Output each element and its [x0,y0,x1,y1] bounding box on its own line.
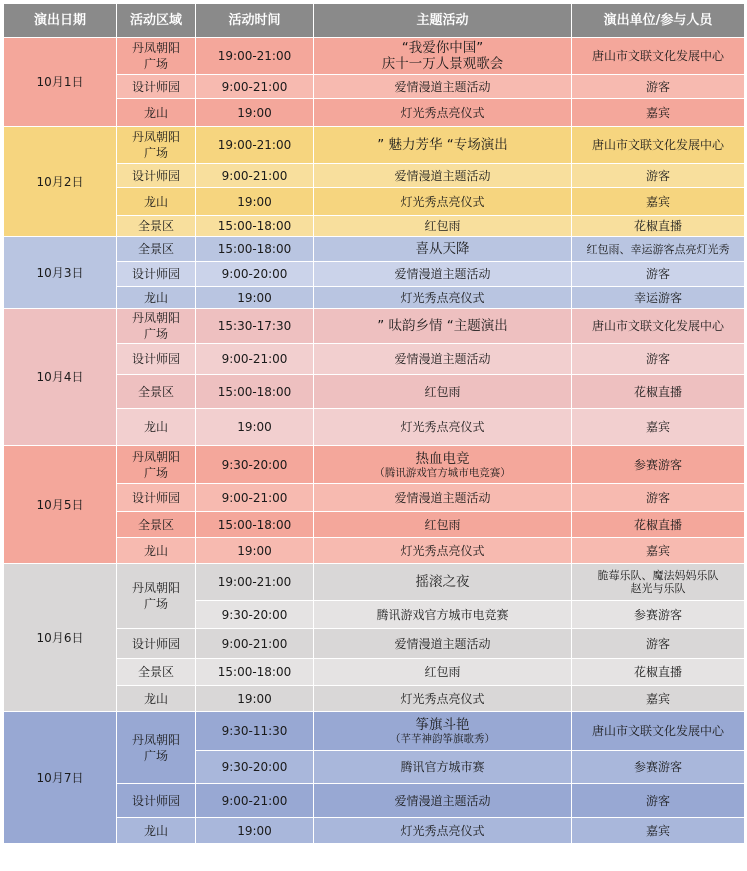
table-row [4,446,745,484]
time-cell: 9:00-21:00 [196,484,314,512]
theme-cell [314,751,572,784]
theme-title: 爱情漫道主题活动 [394,490,491,505]
theme-cell [314,344,572,375]
area-label: 全景区 [137,517,174,532]
date-cell: 10月2日 [4,127,117,237]
area-cell [117,75,196,99]
theme-subtitle: （芊芊神韵筝旗歌秀） [390,733,495,745]
theme-title: 爱情漫道主题活动 [394,636,491,651]
unit-cell: 游客 [572,484,745,512]
header-row [4,4,745,38]
theme-title: 灯光秀点亮仪式 [400,290,485,305]
theme-title: 爱情漫道主题活动 [394,793,491,808]
area-label: 丹凤朝阳 广场 [131,732,180,763]
area-cell [117,659,196,686]
schedule-container [3,3,745,844]
area-label: 龙山 [143,823,168,838]
area-label: 全景区 [137,219,174,233]
area-cell [117,375,196,409]
time-cell: 9:30-11:30 [196,712,314,751]
time-cell: 9:00-20:00 [196,262,314,287]
theme-title: 筝旗斗艳 [415,717,470,733]
area-label: 丹凤朝阳 广场 [131,449,180,480]
unit-cell: 唐山市文联文化发展中心 [572,309,745,344]
theme-cell [314,659,572,686]
area-label: 龙山 [143,543,168,558]
theme-cell [314,512,572,538]
time-cell: 15:00-18:00 [196,659,314,686]
theme-title: 灯光秀点亮仪式 [400,823,485,838]
time-cell: 9:30-20:00 [196,446,314,484]
area-label: 设计师园 [131,168,180,183]
time-cell: 15:30-17:30 [196,309,314,344]
area-cell [117,164,196,188]
theme-title: 灯光秀点亮仪式 [400,194,485,209]
unit-cell: 参赛游客 [572,751,745,784]
date-cell: 10月6日 [4,564,117,712]
header-unit: 演出单位/参与人员 [572,4,745,38]
time-cell: 15:00-18:00 [196,512,314,538]
theme-cell [314,784,572,818]
theme-cell [314,99,572,127]
time-cell: 15:00-18:00 [196,216,314,237]
theme-subtitle: （腾讯游戏官方城市电竞赛） [374,466,511,479]
time-cell: 19:00 [196,686,314,712]
area-label: 丹凤朝阳 广场 [131,130,180,160]
theme-title: 爱情漫道主题活动 [394,352,491,366]
time-cell: 9:00-21:00 [196,344,314,375]
header-date: 演出日期 [4,4,117,38]
area-cell [117,287,196,309]
theme-cell [314,818,572,844]
unit-cell: 游客 [572,784,745,818]
area-cell [117,237,196,262]
unit-cell: 唐山市文联文化发展中心 [572,38,745,75]
theme-cell [314,75,572,99]
theme-title: 红包雨 [424,384,461,399]
time-cell: 19:00 [196,188,314,216]
area-cell [117,38,196,75]
theme-cell [314,287,572,309]
theme-title: 灯光秀点亮仪式 [400,105,485,120]
date-cell: 10月4日 [4,309,117,446]
header-theme: 主题活动 [314,4,572,38]
area-cell [117,784,196,818]
area-label: 全景区 [137,665,174,679]
unit-cell: 唐山市文联文化发展中心 [572,127,745,164]
area-cell [117,188,196,216]
theme-title: 红包雨 [424,665,461,679]
theme-cell [314,629,572,659]
area-label: 龙山 [143,290,168,305]
theme-title: 爱情漫道主题活动 [394,267,491,281]
unit-cell: 嘉宾 [572,99,745,127]
area-cell [117,484,196,512]
table-row [4,309,745,344]
theme-title: 腾讯官方城市赛 [400,760,485,774]
time-cell: 19:00 [196,818,314,844]
table-row [4,712,745,751]
unit-cell: 游客 [572,262,745,287]
theme-title: 红包雨 [424,219,461,233]
unit-cell: 嘉宾 [572,686,745,712]
theme-cell [314,446,572,484]
area-cell [117,712,196,784]
unit-cell: 花椒直播 [572,512,745,538]
date-cell: 10月5日 [4,446,117,564]
area-cell [117,99,196,127]
schedule-table [3,3,745,844]
area-label: 设计师园 [131,352,180,366]
time-cell: 9:30-20:00 [196,601,314,629]
area-cell [117,629,196,659]
area-label: 设计师园 [131,79,180,94]
time-cell: 19:00 [196,287,314,309]
date-cell: 10月1日 [4,38,117,127]
theme-title: ” 呔韵乡情 “主题演出 [377,318,508,334]
theme-title: 灯光秀点亮仪式 [400,691,485,706]
area-cell [117,564,196,629]
unit-cell: 唐山市文联文化发展中心 [572,712,745,751]
time-cell: 15:00-18:00 [196,237,314,262]
area-label: 龙山 [143,691,168,706]
table-row [4,127,745,164]
area-label: 设计师园 [131,636,180,651]
theme-title: 摇滚之夜 [415,574,470,590]
unit-cell: 嘉宾 [572,818,745,844]
time-cell: 15:00-18:00 [196,375,314,409]
area-cell [117,818,196,844]
time-cell: 9:30-20:00 [196,751,314,784]
area-label: 全景区 [137,242,174,256]
theme-title: ” 魅力芳华 “专场演出 [377,137,508,153]
area-label: 全景区 [137,384,174,399]
area-label: 设计师园 [131,267,180,281]
unit-cell: 游客 [572,164,745,188]
area-cell [117,686,196,712]
area-label: 设计师园 [131,793,180,808]
theme-cell [314,538,572,564]
area-label: 龙山 [143,105,168,120]
unit-cell: 花椒直播 [572,375,745,409]
theme-cell [314,164,572,188]
area-label: 丹凤朝阳 广场 [131,41,180,71]
theme-title: 灯光秀点亮仪式 [400,543,485,558]
area-cell [117,127,196,164]
area-label: 龙山 [143,194,168,209]
unit-cell: 幸运游客 [572,287,745,309]
unit-cell: 红包雨、幸运游客点亮灯光秀 [572,237,745,262]
time-cell: 9:00-21:00 [196,784,314,818]
area-cell [117,262,196,287]
area-cell [117,216,196,237]
theme-cell [314,38,572,75]
time-cell: 19:00 [196,99,314,127]
area-cell [117,344,196,375]
theme-title: 爱情漫道主题活动 [394,168,491,183]
area-cell [117,512,196,538]
date-cell: 10月3日 [4,237,117,309]
date-cell: 10月7日 [4,712,117,844]
area-cell [117,409,196,446]
time-cell: 9:00-21:00 [196,164,314,188]
unit-cell: 游客 [572,344,745,375]
header-area: 活动区域 [117,4,196,38]
table-row [4,564,745,601]
theme-cell [314,188,572,216]
theme-cell [314,686,572,712]
header-time: 活动时间 [196,4,314,38]
table-row [4,38,745,75]
unit-cell: 参赛游客 [572,446,745,484]
theme-cell [314,564,572,601]
schedule-body [4,38,745,844]
time-cell: 9:00-21:00 [196,75,314,99]
theme-title: 红包雨 [424,517,461,532]
time-cell: 19:00 [196,409,314,446]
theme-cell [314,484,572,512]
theme-cell [314,237,572,262]
theme-cell [314,375,572,409]
time-cell: 19:00-21:00 [196,127,314,164]
area-cell [117,538,196,564]
time-cell: 19:00-21:00 [196,564,314,601]
theme-title: 灯光秀点亮仪式 [400,420,485,434]
unit-cell: 游客 [572,629,745,659]
unit-cell: 嘉宾 [572,409,745,446]
unit-cell: 游客 [572,75,745,99]
unit-cell: 嘉宾 [572,538,745,564]
theme-cell [314,409,572,446]
unit-cell: 花椒直播 [572,216,745,237]
unit-cell: 花椒直播 [572,659,745,686]
time-cell: 9:00-21:00 [196,629,314,659]
theme-title: 腾讯游戏官方城市电竞赛 [376,607,509,622]
theme-title: “我爱你中国” 庆十一万人景观歌会 [381,40,504,72]
area-cell [117,446,196,484]
theme-cell [314,262,572,287]
theme-title: 爱情漫道主题活动 [394,79,491,94]
area-label: 龙山 [143,420,168,434]
area-label: 设计师园 [131,490,180,505]
unit-cell: 脆莓乐队、魔法妈妈乐队 赵光与乐队 [572,564,745,601]
area-cell [117,309,196,344]
theme-cell [314,309,572,344]
theme-cell [314,216,572,237]
theme-cell [314,601,572,629]
theme-cell [314,712,572,751]
theme-title: 热血电竞 [415,450,470,467]
unit-cell: 嘉宾 [572,188,745,216]
table-row [4,237,745,262]
unit-cell: 参赛游客 [572,601,745,629]
theme-cell [314,127,572,164]
area-label: 丹凤朝阳 广场 [131,581,180,611]
time-cell: 19:00-21:00 [196,38,314,75]
area-label: 丹凤朝阳 广场 [131,311,180,341]
time-cell: 19:00 [196,538,314,564]
theme-title: 喜从天降 [415,241,470,257]
